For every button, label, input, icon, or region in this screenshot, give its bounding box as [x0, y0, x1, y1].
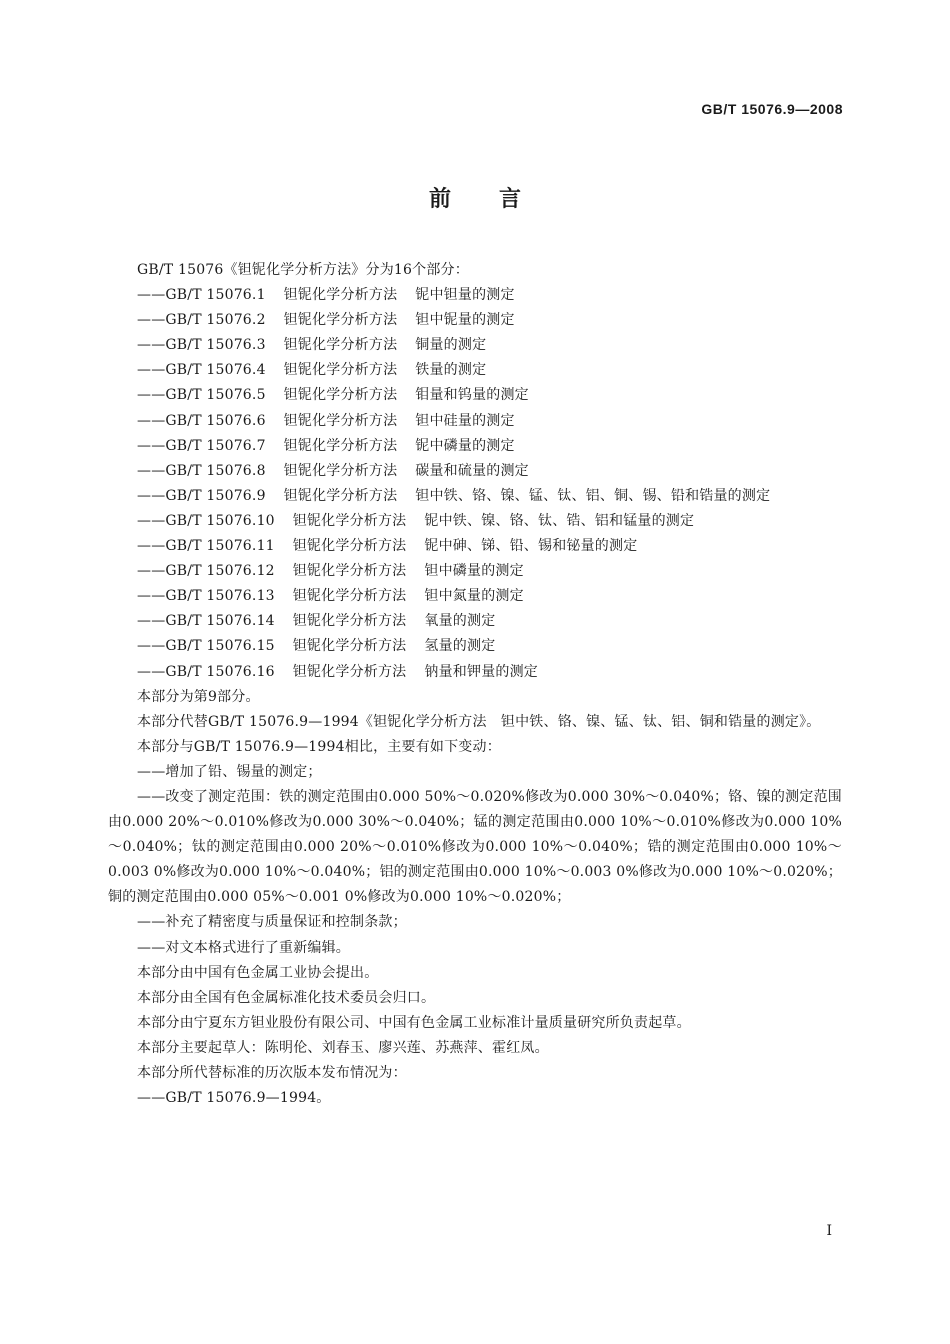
part-subject: 钽中铌量的测定 [415, 312, 515, 329]
part-standard-number: ——GB/T 15076.7 [137, 437, 266, 454]
parts-list [108, 283, 842, 685]
part-series-title: 钽铌化学分析方法 [292, 563, 407, 580]
part-standard-number: ——GB/T 15076.6 [137, 412, 266, 429]
paragraph-list [108, 685, 842, 1112]
part-subject: 铌中铁、镍、铬、钛、锆、铝和锰量的测定 [424, 512, 695, 529]
part-list-item [108, 634, 842, 659]
part-list-item [108, 484, 842, 509]
part-series-title: 钽铌化学分析方法 [283, 412, 398, 429]
part-list-item [108, 660, 842, 685]
part-series-title: 钽铌化学分析方法 [283, 487, 398, 504]
part-standard-number: ——GB/T 15076.16 [137, 663, 275, 680]
part-subject: 铁量的测定 [415, 362, 487, 379]
part-standard-number: ——GB/T 15076.15 [137, 638, 275, 655]
part-subject: 铌中钽量的测定 [415, 287, 515, 304]
part-subject: 碳量和硫量的测定 [415, 462, 529, 479]
paragraph: 本部分由宁夏东方钽业股份有限公司、中国有色金属工业标准计量质量研究所负责起草。 [137, 1014, 691, 1031]
standard-number: GB/T 15076.9—2008 [701, 101, 843, 117]
part-series-title: 钽铌化学分析方法 [283, 387, 398, 404]
part-standard-number: ——GB/T 15076.13 [137, 588, 275, 605]
part-list-item [108, 459, 842, 484]
part-series-title: 钽铌化学分析方法 [292, 512, 407, 529]
part-subject: 钽中磷量的测定 [424, 563, 524, 580]
part-subject: 氧量的测定 [424, 613, 496, 630]
part-standard-number: ——GB/T 15076.9 [137, 487, 266, 504]
part-standard-number: ——GB/T 15076.11 [137, 538, 275, 555]
part-standard-number: ——GB/T 15076.3 [137, 337, 266, 354]
part-list-item [108, 333, 842, 358]
part-subject: 钽中氮量的测定 [424, 588, 524, 605]
part-subject: 钼量和钨量的测定 [415, 387, 529, 404]
part-list-item [108, 609, 842, 634]
part-subject: 氢量的测定 [424, 638, 496, 655]
part-list-item [108, 383, 842, 408]
part-series-title: 钽铌化学分析方法 [292, 638, 407, 655]
paragraph: ——补充了精密度与质量保证和控制条款； [137, 914, 407, 931]
part-series-title: 钽铌化学分析方法 [292, 588, 407, 605]
part-list-item [108, 409, 842, 434]
paragraph: 本部分为第9部分。 [137, 688, 260, 705]
page-number: I [826, 1223, 832, 1239]
part-subject: 铌中磷量的测定 [415, 437, 515, 454]
part-standard-number: ——GB/T 15076.8 [137, 462, 266, 479]
part-subject: 钽中铁、铬、镍、锰、钛、铝、铜、锡、铅和锆量的测定 [415, 487, 771, 504]
part-list-item [108, 559, 842, 584]
part-subject: 钠量和钾量的测定 [424, 663, 538, 680]
part-standard-number: ——GB/T 15076.5 [137, 387, 266, 404]
preface-body [108, 258, 842, 1111]
paragraph: ——改变了测定范围：铁的测定范围由0.000 50%～0.020%修改为0.000 30%～0.040%；铬、镍的测定范围由0.000 20%～0.010%修改为0.000 30%～0.040%；锰的测定范围由0.000 10%～0.010%修改为0.000 10%～0.040%；钛的测定范围由0.000 20%～0.010%修改为0.000 10%～0.040%；锆的测定范围由0.000 10%～0.003 0%修改为0.000 10%～0.040%；铝的测定范围由0.000 10%～0.003 0%修改为0.000 10%～0.020%；铜的测定范围由0.000 05%～0.001 0%修改为0.000 10%～0.020%； [108, 788, 842, 906]
part-series-title: 钽铌化学分析方法 [292, 538, 407, 555]
part-series-title: 钽铌化学分析方法 [292, 663, 407, 680]
part-standard-number: ——GB/T 15076.10 [137, 512, 275, 529]
part-standard-number: ——GB/T 15076.12 [137, 563, 275, 580]
part-subject: 铜量的测定 [415, 337, 487, 354]
part-standard-number: ——GB/T 15076.4 [137, 362, 266, 379]
paragraph: 本部分与GB/T 15076.9—1994相比，主要有如下变动： [137, 738, 501, 755]
paragraph: 本部分代替GB/T 15076.9—1994《钽铌化学分析方法 钽中铁、铬、镍、锰、钛、铝、铜和锆量的测定》。 [137, 713, 821, 730]
paragraph: ——增加了铅、锡量的测定； [137, 763, 322, 780]
part-standard-number: ——GB/T 15076.2 [137, 312, 266, 329]
paragraph: 本部分由全国有色金属标准化技术委员会归口。 [137, 989, 436, 1006]
paragraph: 本部分所代替标准的历次版本发布情况为： [137, 1065, 407, 1081]
part-list-item [108, 584, 842, 609]
paragraph: 本部分由中国有色金属工业协会提出。 [137, 964, 379, 981]
part-series-title: 钽铌化学分析方法 [283, 462, 398, 479]
part-series-title: 钽铌化学分析方法 [283, 437, 398, 454]
part-series-title: 钽铌化学分析方法 [283, 362, 398, 379]
part-list-item [108, 534, 842, 559]
part-list-item [108, 434, 842, 459]
paragraph: ——对文本格式进行了重新编辑。 [137, 939, 350, 956]
intro-line: GB/T 15076《钽铌化学分析方法》分为16个部分： [137, 262, 469, 278]
part-list-item [108, 283, 842, 308]
part-subject: 铌中砷、锑、铅、锡和铋量的测定 [424, 538, 638, 555]
paragraph: 本部分主要起草人：陈明伦、刘春玉、廖兴莲、苏燕萍、霍红凤。 [137, 1039, 549, 1056]
page-title: 前言 [428, 187, 569, 212]
part-series-title: 钽铌化学分析方法 [283, 287, 398, 304]
part-series-title: 钽铌化学分析方法 [283, 337, 398, 354]
part-list-item [108, 509, 842, 534]
part-series-title: 钽铌化学分析方法 [283, 312, 398, 329]
part-series-title: 钽铌化学分析方法 [292, 613, 407, 630]
part-list-item [108, 358, 842, 383]
part-standard-number: ——GB/T 15076.1 [137, 287, 266, 304]
part-standard-number: ——GB/T 15076.14 [137, 613, 275, 630]
part-list-item [108, 308, 842, 333]
paragraph: ——GB/T 15076.9—1994。 [137, 1090, 331, 1107]
part-subject: 钽中硅量的测定 [415, 412, 515, 429]
